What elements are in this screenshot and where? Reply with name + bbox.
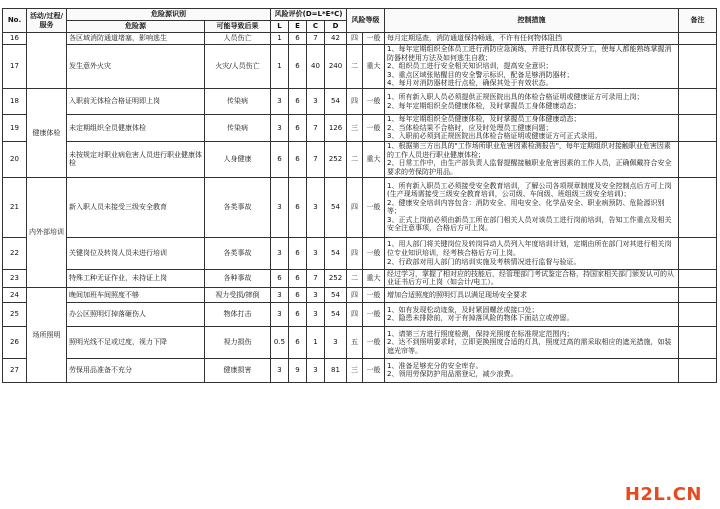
l-value: 3 xyxy=(271,358,289,382)
hazard-cell: 新入职人员未接受三级安全教育 xyxy=(67,177,205,237)
d-value: 54 xyxy=(325,287,347,302)
l-value: 6 xyxy=(271,141,289,177)
c-value: 40 xyxy=(307,45,325,89)
consequence-cell: 人员伤亡 xyxy=(205,33,271,45)
table-row xyxy=(3,302,717,326)
risk-grade: 五 xyxy=(347,326,363,358)
consequence-cell: 各类事故 xyxy=(205,177,271,237)
activity-cell: 场所照明 xyxy=(27,287,67,382)
row-number: 20 xyxy=(3,141,27,177)
row-number: 18 xyxy=(3,89,27,115)
header-control: 控制措施 xyxy=(385,9,679,33)
control-line: 2、领用劳保防护用品需登记，减少浪费。 xyxy=(387,370,518,379)
control-line: 2、每年定期组织全员健康体检，及时掌握员工身体健康动态； xyxy=(387,101,581,110)
consequence-cell: 视力受损/摔倒 xyxy=(205,287,271,302)
consequence-cell: 人身健康 xyxy=(205,141,271,177)
control-line: 1、请第三方进行照度检测，保持光照度在标准规定范围内； xyxy=(387,329,574,338)
control-measures xyxy=(385,326,679,358)
control-line: 2、健康安全培训内容包含：消防安全、用电安全、化学品安全、职业病预防、危险源识别等； xyxy=(387,198,665,216)
l-value: 3 xyxy=(271,115,289,142)
control-line: 增加合适照度的照明灯具以满足现场安全要求 xyxy=(387,290,528,299)
control-line: 1、用人部门将关键岗位及转岗异动人员列入年度培训计划，定期由所在部门对其进行相关岗位专业知识培训，经考核合格后方可上岗。 xyxy=(387,240,672,257)
risk-class: 一般 xyxy=(363,302,385,326)
hazard-cell: 未按规定对职业病危害人员进行职业健康体检 xyxy=(67,141,205,177)
e-value: 6 xyxy=(289,287,307,302)
hazard-cell: 办公区照明灯掉落砸伤人 xyxy=(67,302,205,326)
c-value: 3 xyxy=(307,237,325,269)
remark-cell xyxy=(679,302,717,326)
control-line: 1、准备足够充分的安全库存。 xyxy=(387,361,483,370)
control-measures xyxy=(385,89,679,115)
row-number: 21 xyxy=(3,177,27,237)
hazard-cell: 照明光线不足或过度，视力下降 xyxy=(67,326,205,358)
control-line: 4、每月对消防器材进行点检，确保其处于有效状态。 xyxy=(387,79,553,88)
control-measures xyxy=(385,45,679,89)
row-number: 19 xyxy=(3,115,27,142)
risk-assessment-table xyxy=(2,8,717,383)
d-value: 252 xyxy=(325,141,347,177)
consequence-cell: 健康损害 xyxy=(205,358,271,382)
activity-cell xyxy=(27,33,67,89)
c-value: 3 xyxy=(307,287,325,302)
remark-cell xyxy=(679,269,717,287)
table-row xyxy=(3,115,717,142)
risk-grade: 四 xyxy=(347,33,363,45)
consequence-cell: 火灾/人员伤亡 xyxy=(205,45,271,89)
control-line: 1、所有新入职员工必须接受安全教育培训，了解公司各项规章制度及安全控制点后方可上岗(生产现场需接受三级安全教育培训，公司级、车间级、班组级三级安全培训)； xyxy=(387,181,672,199)
remark-cell xyxy=(679,33,717,45)
header-D: D xyxy=(325,21,347,33)
control-line: 1、每年定期组织全体员工进行消防应急演练，并进行具体权责分工，使每人都能熟练掌握消防器材使用方法及如何逃生自救； xyxy=(387,45,672,62)
control-line: 3、重点区域张贴醒目的安全警示标识，配备足够消防器材； xyxy=(387,70,574,79)
risk-class: 一般 xyxy=(363,177,385,237)
risk-class: 一般 xyxy=(363,115,385,142)
c-value: 7 xyxy=(307,269,325,287)
remark-cell xyxy=(679,326,717,358)
risk-grade: 三 xyxy=(347,115,363,142)
hazard-cell: 劳保用品准备不充分 xyxy=(67,358,205,382)
table-row xyxy=(3,141,717,177)
table-row xyxy=(3,269,717,287)
d-value: 54 xyxy=(325,177,347,237)
control-measures xyxy=(385,302,679,326)
table-row xyxy=(3,177,717,237)
control-line: 1、根据第三方出具的"工作场所职业危害因素检测报告"，每年定期组织对接触职业危害因素的工作人员进行职业健康体检； xyxy=(387,142,671,159)
table-row xyxy=(3,89,717,115)
remark-cell xyxy=(679,115,717,142)
consequence-cell: 传染病 xyxy=(205,89,271,115)
control-measures xyxy=(385,287,679,302)
e-value: 6 xyxy=(289,141,307,177)
d-value: 54 xyxy=(325,302,347,326)
risk-grade: 四 xyxy=(347,177,363,237)
e-value: 6 xyxy=(289,89,307,115)
d-value: 54 xyxy=(325,89,347,115)
risk-class: 一般 xyxy=(363,237,385,269)
control-line: 3、入职前必须到正规医院出具体检合格证明或健康证方可正式录用。 xyxy=(387,132,602,141)
control-line: 经过学习，掌握了相对应的技能后，经管理部门考试鉴定合格，持国家相关部门颁发认可的从业证书后方可上岗（如会计/电工）。 xyxy=(387,269,675,287)
remark-cell xyxy=(679,141,717,177)
d-value: 3 xyxy=(325,326,347,358)
c-value: 3 xyxy=(307,358,325,382)
control-line: 3、正式上岗前必须由新员工所在部门相关人员对该员工进行岗前培训，告知工作重点及相关安全注意事项，合格后方可上岗。 xyxy=(387,215,672,233)
hazard-cell: 发生意外火灾 xyxy=(67,45,205,89)
hazard-cell: 入职前无体检合格证明即上岗 xyxy=(67,89,205,115)
e-value: 6 xyxy=(289,177,307,237)
risk-class: 一般 xyxy=(363,33,385,45)
risk-grade: 二 xyxy=(347,269,363,287)
control-measures xyxy=(385,115,679,142)
header-activity: 活动/过程/服务 xyxy=(27,9,67,33)
risk-class: 重大 xyxy=(363,141,385,177)
l-value: 6 xyxy=(271,269,289,287)
risk-class: 重大 xyxy=(363,269,385,287)
d-value: 42 xyxy=(325,33,347,45)
risk-class: 一般 xyxy=(363,89,385,115)
consequence-cell: 视力损伤 xyxy=(205,326,271,358)
l-value: 1 xyxy=(271,33,289,45)
table-row xyxy=(3,237,717,269)
l-value: 3 xyxy=(271,302,289,326)
control-line: 1、如有发现松动迹象，及时紧固螺丝或接口处； xyxy=(387,305,539,314)
row-number: 17 xyxy=(3,45,27,89)
control-line: 2、当体检结果不合格时，应及时处理员工健康问题； xyxy=(387,123,553,132)
control-line: 2、隐患未排除前，对于有掉落风险的物体下面站立或停留。 xyxy=(387,314,574,323)
d-value: 252 xyxy=(325,269,347,287)
header-E: E xyxy=(289,21,307,33)
table-row xyxy=(3,287,717,302)
control-measures xyxy=(385,269,679,287)
risk-grade: 二 xyxy=(347,45,363,89)
control-line: 2、组织员工进行安全相关知识培训，提高安全意识； xyxy=(387,62,553,71)
d-value: 81 xyxy=(325,358,347,382)
consequence-cell: 物体打击 xyxy=(205,302,271,326)
header-risk-level: 风险等级 xyxy=(347,9,385,33)
e-value: 6 xyxy=(289,326,307,358)
risk-class: 一般 xyxy=(363,326,385,358)
consequence-cell: 传染病 xyxy=(205,115,271,142)
l-value: 3 xyxy=(271,89,289,115)
risk-class: 一般 xyxy=(363,287,385,302)
row-number: 24 xyxy=(3,287,27,302)
row-number: 27 xyxy=(3,358,27,382)
risk-grade: 四 xyxy=(347,302,363,326)
control-measures xyxy=(385,33,679,45)
remark-cell xyxy=(679,358,717,382)
l-value: 3 xyxy=(271,287,289,302)
table-row xyxy=(3,326,717,358)
table-row xyxy=(3,358,717,382)
header-C: C xyxy=(307,21,325,33)
e-value: 6 xyxy=(289,33,307,45)
control-line: 1、所有新入职人员必须提供正规医院出具的体检合格证明或健康证方可录用上岗； xyxy=(387,92,644,101)
remark-cell xyxy=(679,237,717,269)
c-value: 7 xyxy=(307,33,325,45)
row-number: 26 xyxy=(3,326,27,358)
control-measures xyxy=(385,358,679,382)
c-value: 3 xyxy=(307,89,325,115)
control-line: 2、行政部对用人部门的培训实施及考核情况进行监督与验证。 xyxy=(387,257,581,266)
header-hazard: 危险源 xyxy=(67,21,205,33)
l-value: 3 xyxy=(271,237,289,269)
c-value: 3 xyxy=(307,302,325,326)
control-line: 1、每年定期组织全员健康体检，及时掌握员工身体健康动态； xyxy=(387,115,581,123)
table-row xyxy=(3,33,717,45)
remark-cell xyxy=(679,89,717,115)
activity-cell: 健康体检 xyxy=(27,89,67,178)
watermark-logo: H2L.CN xyxy=(624,484,702,505)
l-value: 0.5 xyxy=(271,326,289,358)
control-measures xyxy=(385,141,679,177)
header-remark: 备注 xyxy=(679,9,717,33)
header-hazard-id: 危险源识别 xyxy=(67,9,271,21)
hazard-cell: 晚间加班车间照度不够 xyxy=(67,287,205,302)
e-value: 6 xyxy=(289,115,307,142)
control-line: 2、日常工作中，由生产部负责人监督提醒接触职业危害因素的工作人员，正确佩戴符合安全要求的劳保防护用品。 xyxy=(387,159,672,176)
d-value: 126 xyxy=(325,115,347,142)
risk-grade: 二 xyxy=(347,141,363,177)
consequence-cell: 各类事故 xyxy=(205,237,271,269)
control-measures xyxy=(385,177,679,237)
l-value: 3 xyxy=(271,177,289,237)
c-value: 3 xyxy=(307,177,325,237)
c-value: 1 xyxy=(307,326,325,358)
risk-grade: 四 xyxy=(347,89,363,115)
hazard-cell: 各区域消防通道堵塞，影响逃生 xyxy=(67,33,205,45)
control-line: 2、达不到照明要求时，立即更换照度合适的灯具，照度过高的需采取相应的遮光措施，如装遮光帘等。 xyxy=(387,338,672,355)
remark-cell xyxy=(679,287,717,302)
consequence-cell: 各种事故 xyxy=(205,269,271,287)
row-number: 23 xyxy=(3,269,27,287)
header-L: L xyxy=(271,21,289,33)
control-measures xyxy=(385,237,679,269)
table-row xyxy=(3,45,717,89)
row-number: 16 xyxy=(3,33,27,45)
c-value: 7 xyxy=(307,141,325,177)
row-number: 22 xyxy=(3,237,27,269)
risk-grade: 四 xyxy=(347,237,363,269)
d-value: 240 xyxy=(325,45,347,89)
header-risk-eval: 风险评价(D=L*E*C) xyxy=(271,9,347,21)
activity-cell: 内外部培训 xyxy=(27,177,67,287)
e-value: 6 xyxy=(289,45,307,89)
e-value: 6 xyxy=(289,269,307,287)
risk-class: 重大 xyxy=(363,45,385,89)
hazard-cell: 关键岗位及转岗人员未进行培训 xyxy=(67,237,205,269)
d-value: 54 xyxy=(325,237,347,269)
row-number: 25 xyxy=(3,302,27,326)
remark-cell xyxy=(679,177,717,237)
hazard-cell: 特殊工种无证作业，未持证上岗 xyxy=(67,269,205,287)
risk-class: 一般 xyxy=(363,358,385,382)
risk-grade: 三 xyxy=(347,358,363,382)
c-value: 7 xyxy=(307,115,325,142)
header-consequence: 可能导致后果 xyxy=(205,21,271,33)
remark-cell xyxy=(679,45,717,89)
e-value: 6 xyxy=(289,237,307,269)
risk-grade: 四 xyxy=(347,287,363,302)
hazard-cell: 未定期组织全员健康体检 xyxy=(67,115,205,142)
e-value: 6 xyxy=(289,302,307,326)
e-value: 9 xyxy=(289,358,307,382)
control-line: 每月定期巡查，消防通道保持畅通，不许有任何物体阻挡 xyxy=(387,34,563,43)
header-no: No. xyxy=(3,9,27,33)
l-value: 1 xyxy=(271,45,289,89)
